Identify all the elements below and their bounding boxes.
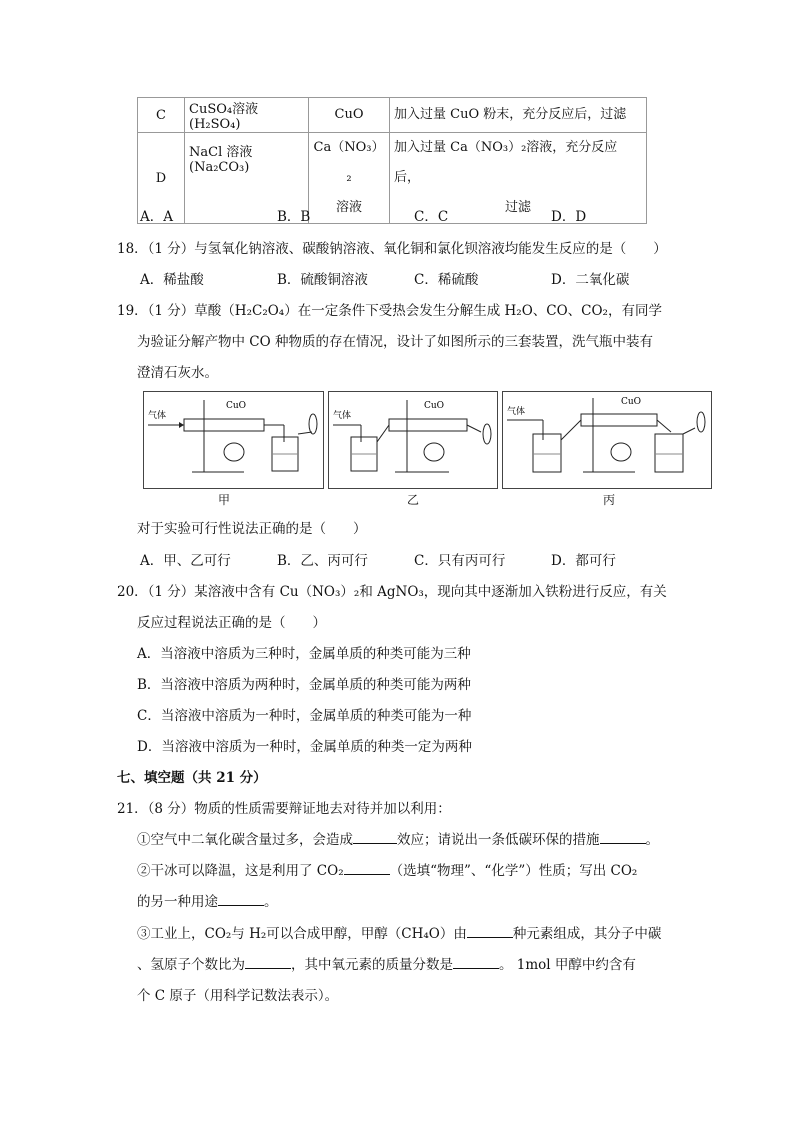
q20-option-b[interactable]: B．当溶液中溶质为两种时，金属单质的种类可能为两种 [137,677,471,693]
text: 效应；请说出一条低碳环保的措施 [397,832,600,848]
q21-part2 [137,859,637,879]
caption-bing: 丙 [603,493,616,507]
method-line: 过滤 [504,200,531,215]
choice-b[interactable]: B．B [277,209,311,225]
q21-part1 [137,828,659,848]
caption-jia: 甲 [218,493,231,507]
table-cell: D [138,133,185,224]
text: ，其中氧元素的质量分数是 [291,957,453,973]
choice-a[interactable]: A．稀盐酸 [140,272,204,288]
choice-a[interactable]: A．A [140,209,173,225]
apparatus-jia [143,391,324,489]
text: 、氢原子个数比为 [137,957,245,973]
table-cell: CuSO₄溶液(H₂SO₄) [185,98,309,133]
q18-choices [140,268,688,288]
choice-c[interactable]: C．只有丙可行 [414,553,506,569]
answer-blank[interactable] [453,956,499,969]
q20-stem-line: 反应过程说法正确的是（ ） [137,615,326,631]
q17-choices [140,205,688,225]
choice-d[interactable]: D．D [551,209,587,225]
text: ①空气中二氧化碳含量过多，会造成 [137,832,353,848]
q19-stem-line: 19．（1 分）草酸（H₂C₂O₄）在一定条件下受热会发生分解生成 H₂O、CO、CO₂，有同学 [117,303,662,319]
table-cell: CuO [309,98,390,133]
answer-blank[interactable] [344,862,390,875]
table-cell: 加入过量 CuO 粉末，充分反应后，过滤 [390,98,647,133]
q19-stem-line: 为验证分解产物中 CO 种物质的存在情况，设计了如图所示的三套装置，洗气瓶中装有 [137,334,653,350]
apparatus-drawing [144,392,323,488]
choice-a[interactable]: A．甲、乙可行 [140,553,231,569]
text: 。 [645,832,659,848]
apparatus-bing [502,391,712,489]
table-row [138,98,647,133]
gas-label: 气体 [148,411,167,421]
reagent-line: 溶液 [335,200,362,215]
cuo-label: CuO [424,401,445,411]
choice-c[interactable]: C．稀硫酸 [414,272,479,288]
answer-blank[interactable] [353,831,397,844]
table-cell: C [138,98,185,133]
reagent-line: Ca（NO₃）₂ [313,140,385,185]
text: ②干冰可以降温，这是利用了 CO₂ [137,863,344,879]
q21-part3 [137,922,661,942]
choice-d[interactable]: D．二氧化碳 [551,272,630,288]
q20-option-c[interactable]: C．当溶液中溶质为一种时，金属单质的种类可能为一种 [137,708,472,724]
choice-d[interactable]: D．都可行 [551,553,616,569]
table-cell: NaCl 溶液(Na₂CO₃) [185,133,309,224]
q21-part3-end: 个 C 原子（用科学记数法表示）。 [137,988,339,1004]
text: 的另一种用途 [137,894,218,910]
answer-blank[interactable] [218,893,264,906]
q20-option-a[interactable]: A．当溶液中溶质为三种时，金属单质的种类可能为三种 [137,646,471,662]
choice-b[interactable]: B．乙、丙可行 [277,553,368,569]
text: 种元素组成，其分子中碳 [512,926,662,942]
gas-label: 气体 [333,411,352,421]
method-line: 加入过量 Ca（NO₃）₂溶液，充分反应后， [394,140,618,185]
cuo-label: CuO [621,397,642,407]
cuo-label: CuO [226,401,247,411]
q21-part2-cont [137,890,278,910]
answer-blank[interactable] [467,925,513,938]
answer-blank[interactable] [600,831,646,844]
section-heading: 七、填空题（共 21 分） [117,770,267,786]
choice-c[interactable]: C．C [414,209,449,225]
q20-stem-line: 20．（1 分）某溶液中含有 Cu（NO₃）₂和 AgNO₃，现向其中逐渐加入铁粉进行反应，有关 [117,584,667,600]
q21-part3-cont [137,953,636,973]
caption-yi: 乙 [407,493,420,507]
apparatus-drawing [503,392,711,488]
apparatus-drawing [329,392,497,488]
text: 。 [264,894,278,910]
text: ③工业上，CO₂与 H₂可以合成甲醇，甲醇（CH₄O）由 [137,926,467,942]
q19-question: 对于实验可行性说法正确的是（ ） [137,521,367,537]
gas-label: 气体 [507,407,526,417]
apparatus-yi [328,391,498,489]
choice-b[interactable]: B．硫酸铜溶液 [277,272,368,288]
q21-stem: 21．（8 分）物质的性质需要辩证地去对待并加以利用： [117,801,451,817]
q18-stem: 18．（1 分）与氢氧化钠溶液、碳酸钠溶液、氧化铜和氯化钡溶液均能发生反应的是（ ） [117,241,667,257]
q19-stem-line: 澄清石灰水。 [137,365,218,381]
text: 。 1mol 甲醇中约含有 [499,957,636,973]
q19-choices [140,549,688,569]
q20-option-d[interactable]: D．当溶液中溶质为一种时，金属单质的种类一定为两种 [137,739,472,755]
answer-blank[interactable] [245,956,291,969]
text: （选填“物理”、“化学”）性质；写出 CO₂ [389,863,638,879]
